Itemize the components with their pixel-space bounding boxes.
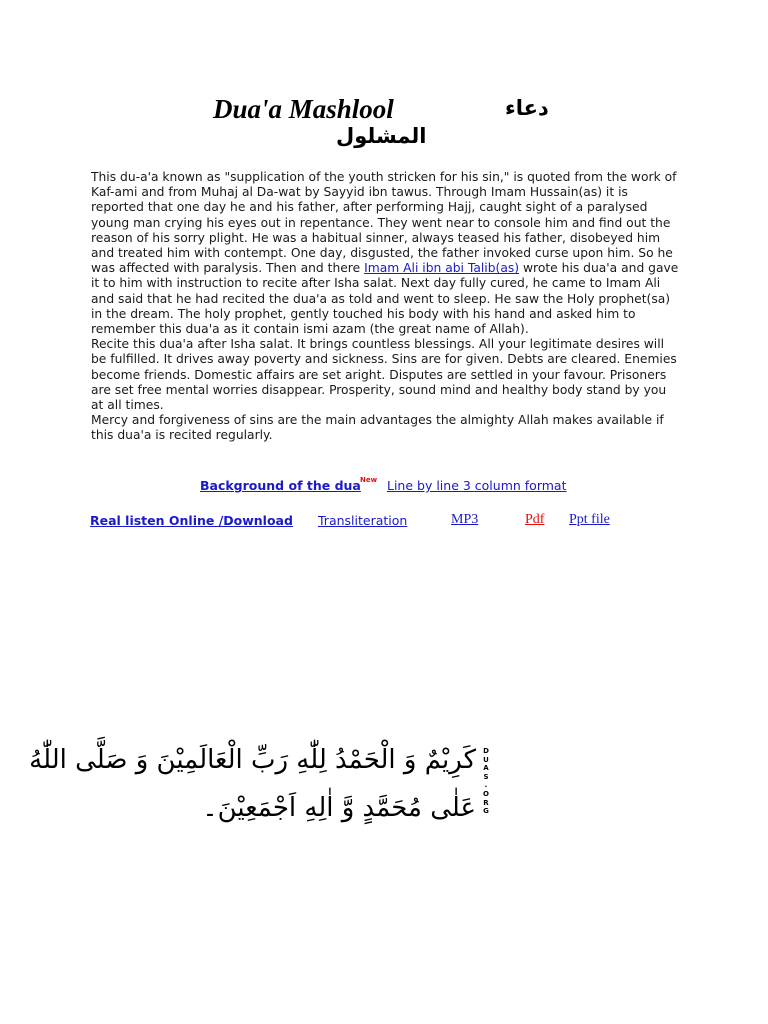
- watermark-letter: S: [483, 772, 489, 781]
- watermark-letter: R: [483, 798, 489, 807]
- intro-paragraph-3: Mercy and forgiveness of sins are the main advantages the almighty Allah makes available if this dua'a is recited regularly.: [91, 413, 664, 443]
- dua-arabic-line-1: كَرِيْمٌ وَ الْحَمْدُ لِلّٰهِ رَبِّ الْعَالَمِيْنَ وَ صَلَّى اللّٰهُ: [29, 745, 476, 775]
- ppt-file-link[interactable]: Ppt file: [569, 512, 610, 527]
- watermark-letter: U: [483, 755, 489, 764]
- intro-paragraph-1: [91, 170, 681, 337]
- intro-text-after-link: wrote his dua'a and gave it to him with instruction to recite after Isha salat. Next day fully cured, he came to Imam Ali and said that he had recited the dua'a as told and went to sleep. He saw the Holy prophet(sa) in the dream. The holy prophet, gently touched his body with his hand and asked him to remember this dua'a as it contain ismi azam (the great name of Allah).: [91, 261, 679, 337]
- dua-arabic-image: [29, 745, 490, 840]
- watermark-letter: G: [483, 807, 489, 816]
- watermark-letter: A: [483, 764, 489, 773]
- title-arabic-dua: دعاء: [505, 96, 549, 120]
- background-of-dua-link[interactable]: Background of the dua: [200, 478, 361, 493]
- new-badge: New: [360, 476, 378, 484]
- intro-paragraph-2: Recite this dua'a after Isha salat. It brings countless blessings. All your legitimate desires will be fulfilled. It drives away poverty and sickness. Sins are for given. Debts are cleared. Enemies become friends. Domestic affairs are set aright. Disputes are settled in your favour. Prisoners are set free mental worries disappear. Prosperity, sound mind and healthy body stand by you at all times.: [91, 337, 677, 413]
- page-title: [0, 94, 768, 154]
- listen-download-link[interactable]: Real listen Online /Download: [90, 513, 293, 528]
- watermark-letter: .: [484, 781, 488, 790]
- watermark-letter: O: [483, 789, 489, 798]
- mp3-link[interactable]: MP3: [451, 512, 479, 527]
- three-column-format-link[interactable]: Line by line 3 column format: [387, 478, 567, 493]
- duas-org-watermark: [482, 747, 490, 816]
- watermark-letter: D: [483, 747, 489, 755]
- title-arabic-mashlool: المشلول: [336, 124, 427, 148]
- intro-text-before-link: This du-a'a known as "supplication of the youth stricken for his sin," is quoted from the work of Kaf-ami and from Muhaj al Da-wat by Sayyid ibn tawus. Through Imam Hussain(as) it is reported that one day he and his father, after performing Hajj, caught sight of a paralysed young man crying his eyes out in repentance. They went near to console him and find out the reason of his sorry plight. He was a habitual sinner, always teased his father, disobeyed him and treated him with contempt. One day, disgusted, the father invoked curse upon him. So he was affected with paralysis. Then and there: [91, 170, 677, 276]
- pdf-link[interactable]: Pdf: [525, 512, 545, 527]
- title-english: Dua'a Mashlool: [213, 94, 394, 124]
- intro-text: [91, 170, 681, 444]
- imam-ali-link[interactable]: Imam Ali ibn abi Talib(as): [364, 261, 520, 276]
- transliteration-link[interactable]: Transliteration: [318, 513, 408, 528]
- dua-arabic-line-2: عَلٰى مُحَمَّدٍ وَّ اٰلِهِ اَجْمَعِيْنَ۔: [202, 793, 476, 823]
